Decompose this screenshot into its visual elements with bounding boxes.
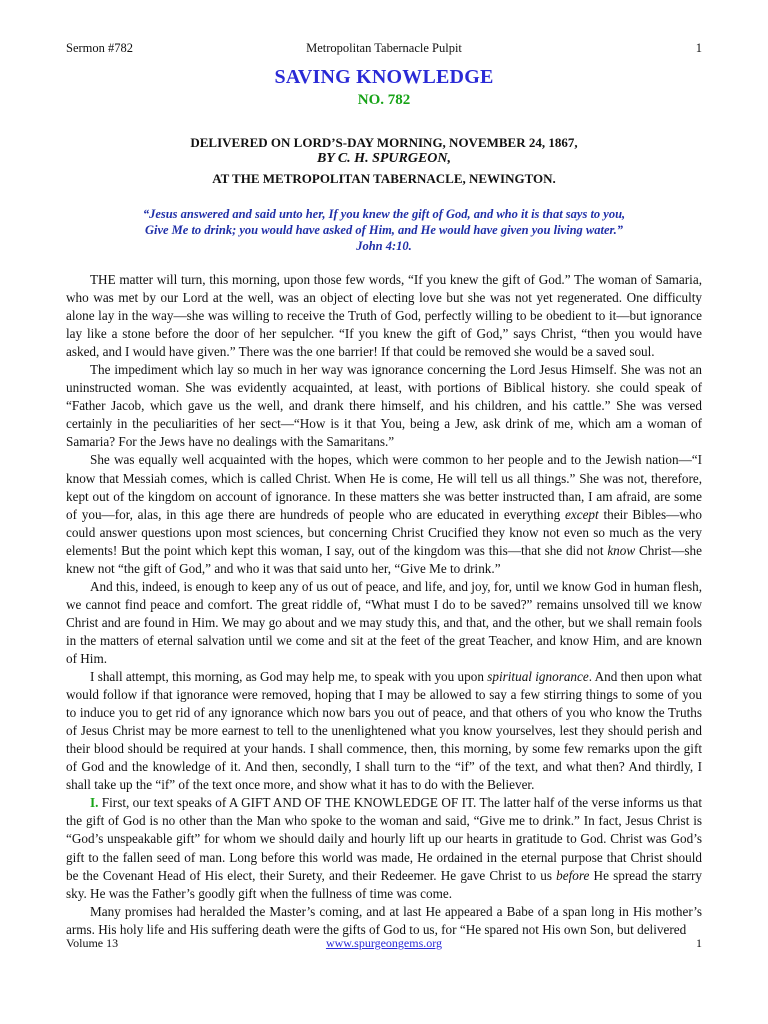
paragraph-1: THE matter will turn, this morning, upon those few words, “If you knew the gift of God.” The woman of Samaria, who was met by our Lord at the well, was an object of electing love but she was not yet regenerated. One difficulty alone lay in the way—she was willing to receive the Truth of God, perfectly willing to be obedient to it—but ignorance lay like a stone before the door of her sepulcher. “If you knew the gift of God,” says Christ, “then you would have asked, and I would have given.” There was the one barrier! If that could be removed she would be a saved soul. (66, 272, 702, 360)
delivered-line: DELIVERED ON LORD’S-DAY MORNING, NOVEMBER 24, 1867, (190, 135, 578, 150)
scripture-reference: John 4:10. (356, 239, 412, 253)
paragraph-6 (66, 794, 702, 902)
paragraph-6-emphasis: before (556, 867, 590, 883)
section-marker: I. (90, 795, 99, 811)
publication-title: Metropolitan Tabernacle Pulpit (306, 41, 462, 55)
page-header (66, 41, 702, 61)
paragraph-3-emphasis-2: know (607, 542, 636, 558)
footer-link-wrap (66, 936, 702, 951)
page-number-top: 1 (695, 41, 702, 55)
scripture-text (0, 206, 768, 254)
paragraph-6-text-b: He spread the starry sky. He was the Father’s goodly gift when the fullness of time was come. (66, 867, 703, 901)
sermon-no: NO. 782 (357, 92, 411, 108)
paragraph-5-text-b: . And then upon what would follow if that ignorance were removed, hoping that I may be allowed to say a few stirring things to some of you to induce you to get rid of any ignorance which now bars you out of peace, and that others of you who know the Truths of Jesus Christ may be more earnest to tell to the unenlightened what you know yourselves, lest they should perish and their blood should be required at your hands. I shall commence, then, this morning, by some few remarks upon the gift of God and the knowledge of it. And then, secondly, I shall turn to the “if” of the text, and what then? And thirdly, I shall take up the “if” of the text once more, and show what it has to do with the Believer. (66, 669, 702, 793)
paragraph-3-text-a: She was equally well acquainted with the hopes, which were common to her people and to the Jewish nation—“I know that Messiah comes, which is called Christ. When He is come, He will tell us all things.” She was not, therefore, kept out of the kingdom on account of ignorance. In these matters she was better instructed than, I am afraid, are some of you—for, alas, in this age there are hundreds of people who are educated in everything (66, 452, 702, 522)
sermon-title: SAVING KNOWLEDGE (274, 66, 494, 88)
paragraph-3 (66, 451, 702, 577)
paragraph-5 (66, 668, 702, 794)
author-line: BY C. H. SPURGEON, (316, 151, 452, 166)
scripture-line-2: Give Me to drink; you would have asked of Him, and He would have given you living water.” (144, 223, 624, 237)
place-line: AT THE METROPOLITAN TABERNACLE, NEWINGTON. (212, 171, 556, 186)
paragraph-2: The impediment which lay so much in her way was ignorance concerning the Lord Jesus Himself. She was not an uninstructed woman. She was evidently acquainted, at least, with portions of Biblical history. she could speak of “Father Jacob, which gave us the well, and drank there himself, and his children, and his cattle.” She was versed certainly in the peculiarities of her sect—“How is it that You, being a Jew, ask drink of me, which am a woman of Samaria? For the Jews have no dealings with the Samaritans.” (66, 362, 702, 450)
paragraph-3-emphasis-1: except (565, 506, 599, 522)
paragraph-6-text-a: First, our text speaks of A GIFT AND OF THE KNOWLEDGE OF IT. The latter half of the verse informs us that the gift of God is no other than the Man who spoke to the woman and said, “Give me to drink.” In fact, Jesus Christ is “God’s unspeakable gift” for whom we should daily and hourly lift up our hearts in gratitude to God. Christ was God’s gift to the fallen seed of man. Long before this world was made, He ordained in the eternal purpose that Christ should be the Covenant Head of His elect, their Surety, and their Redeemer. He gave Christ to us (66, 795, 702, 883)
paragraph-4: And this, indeed, is enough to keep any of us out of peace, and life, and joy, for, until we know God in human flesh, we cannot find peace and comfort. The great riddle of, “What must I do to be saved?” remains unsolved till we know Christ and are found in Him. We may go about and we may study this, and that, and the other, but we shall remain fools in the matters of eternal salvation until we come and sit at the feet of the great Teacher, and know Him, and are known of Him. (66, 578, 702, 666)
sermon-body (66, 271, 702, 939)
page-footer (66, 936, 702, 956)
volume-label: Volume 13 (66, 936, 119, 950)
paragraph-5-text-a: I shall attempt, this morning, as God may help me, to speak with you upon (90, 669, 488, 685)
paragraph-7: Many promises had heralded the Master’s coming, and at last He appeared a Babe of a span long in His mother’s arms. His holy life and His suffering death were the gifts of God to us, for “He spared not His own Son, but delivered (66, 903, 702, 937)
paragraph-5-emphasis: spiritual ignorance (487, 669, 589, 685)
page-number-bottom: 1 (696, 936, 702, 950)
paragraph-3-text-b: their Bibles—who could answer questions upon most sciences, but concerning Christ Crucified they know not even so much as the very elements! But the point which kept this woman, I say, out of the kingdom was this—that she did not (66, 506, 702, 558)
paragraph-3-text-c: Christ—she knew not “the gift of God,” and who it was that said unto her, “Give Me to drink.” (66, 542, 702, 576)
sermon-number: Sermon #782 (66, 41, 134, 55)
website-link[interactable]: www.spurgeongems.org (325, 936, 443, 950)
scripture-line-1: “Jesus answered and said unto her, If you knew the gift of God, and who it is that says to you, (142, 207, 626, 221)
